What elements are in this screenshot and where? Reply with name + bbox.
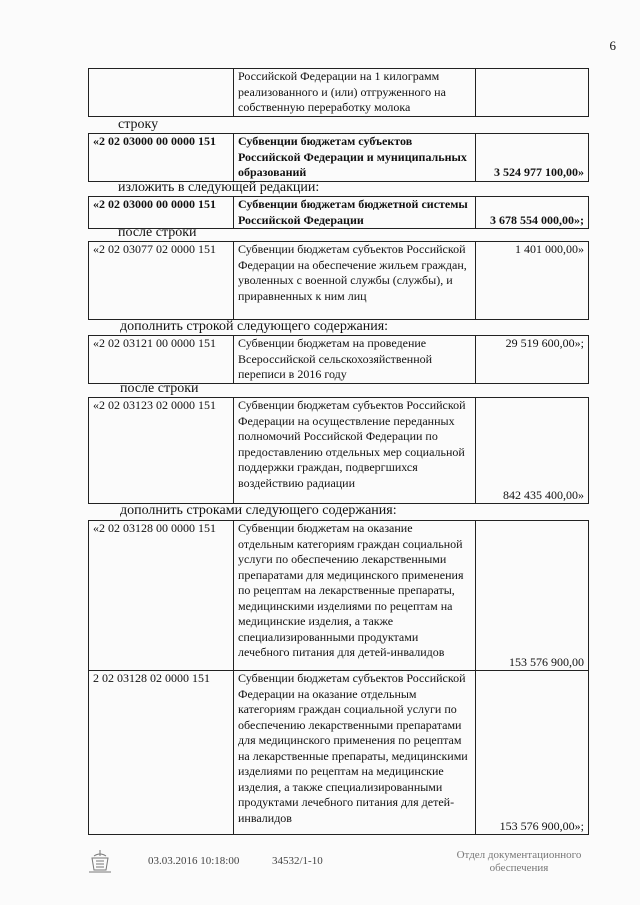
amount-cell: 153 576 900,00»; [476, 671, 589, 835]
table-after-row-2 [88, 397, 589, 504]
instruction-text: дополнить строками следующего содержания: [120, 503, 397, 518]
description-cell: Субвенции бюджетам на оказание отдельным категориям граждан социальной услуги по обеспечению лекарственными препаратами для медицинского применения по рецептам на лекарственные препараты, медицинскими изделиями по рецептам на медицинские изделия, а также специализированными продуктами лечебного питания для детей-инвалидов [234, 521, 476, 671]
description-cell: Субвенции бюджетам на проведение Всероссийской сельскохозяйственной переписи в 2016 году [234, 336, 476, 384]
code-cell [89, 69, 234, 117]
code-cell: «2 02 03123 02 0000 151 [89, 398, 234, 504]
instruction-text: изложить в следующей редакции: [118, 180, 320, 195]
code-cell: «2 02 03000 00 0000 151 [89, 134, 234, 182]
description-cell: Субвенции бюджетам субъектов Российской Федерации на обеспечение жильем граждан, уволенных с военной службы (службы), и приравненных к ним лиц [234, 242, 476, 320]
table-row [89, 336, 589, 384]
instruction-text: дополнить строкой следующего содержания: [120, 319, 389, 334]
amount-cell [476, 69, 589, 117]
footer-doc-id: 34532/1-10 [272, 855, 323, 867]
amount-cell: 29 519 600,00»; [476, 336, 589, 384]
description-cell: Российской Федерации на 1 килограмм реализованного и (или) отгруженного на собственную переработку молока [234, 69, 476, 117]
description-cell: Субвенции бюджетам субъектов Российской Федерации и муниципальных образований [234, 134, 476, 182]
code-cell: «2 02 03121 00 0000 151 [89, 336, 234, 384]
code-cell: «2 02 03000 00 0000 151 [89, 197, 234, 229]
code-cell: 2 02 03128 02 0000 151 [89, 671, 234, 835]
table-replaced-row [88, 133, 589, 182]
description-cell: Субвенции бюджетам бюджетной системы Российской Федерации [234, 197, 476, 229]
table-row [89, 134, 589, 182]
amount-cell: 153 576 900,00 [476, 521, 589, 671]
code-cell: «2 02 03128 00 0000 151 [89, 521, 234, 671]
table-added-rows-2 [88, 520, 589, 835]
instruction-text: после строки [120, 381, 199, 396]
table-row [89, 671, 589, 835]
table-row [89, 242, 589, 320]
table-row [89, 521, 589, 671]
table-after-row-1 [88, 241, 589, 320]
instruction-text: после строки [118, 225, 197, 240]
table-added-row-1 [88, 335, 589, 384]
emblem-icon [86, 848, 114, 874]
table-continuation [88, 68, 589, 117]
table-row [89, 398, 589, 504]
footer-stamp: Отдел документационного обеспечения [456, 849, 582, 874]
page-number: 6 [609, 38, 616, 53]
table-row [89, 69, 589, 117]
amount-cell: 1 401 000,00» [476, 242, 589, 320]
description-cell: Субвенции бюджетам субъектов Российской Федерации на оказание отдельным категориям граждан социальной услуги по обеспечению лекарственными препаратами для медицинского применения по рецептам на лекарственные препараты, медицинскими изделиями по рецептам на медицинские изделия, а также специализированными продуктами лечебного питания для детей-инвалидов [234, 671, 476, 835]
amount-cell: 3 678 554 000,00»; [476, 197, 589, 229]
code-cell: «2 02 03077 02 0000 151 [89, 242, 234, 320]
instruction-text: строку [118, 117, 159, 132]
table-row [89, 197, 589, 229]
description-cell: Субвенции бюджетам субъектов Российской Федерации на осуществление переданных полномочий Российской Федерации по предоставлению отдельных мер социальной поддержки граждан, подвергшихся воздействию радиации [234, 398, 476, 504]
amount-cell: 842 435 400,00» [476, 398, 589, 504]
footer-datetime: 03.03.2016 10:18:00 [148, 855, 240, 867]
amount-cell: 3 524 977 100,00» [476, 134, 589, 182]
